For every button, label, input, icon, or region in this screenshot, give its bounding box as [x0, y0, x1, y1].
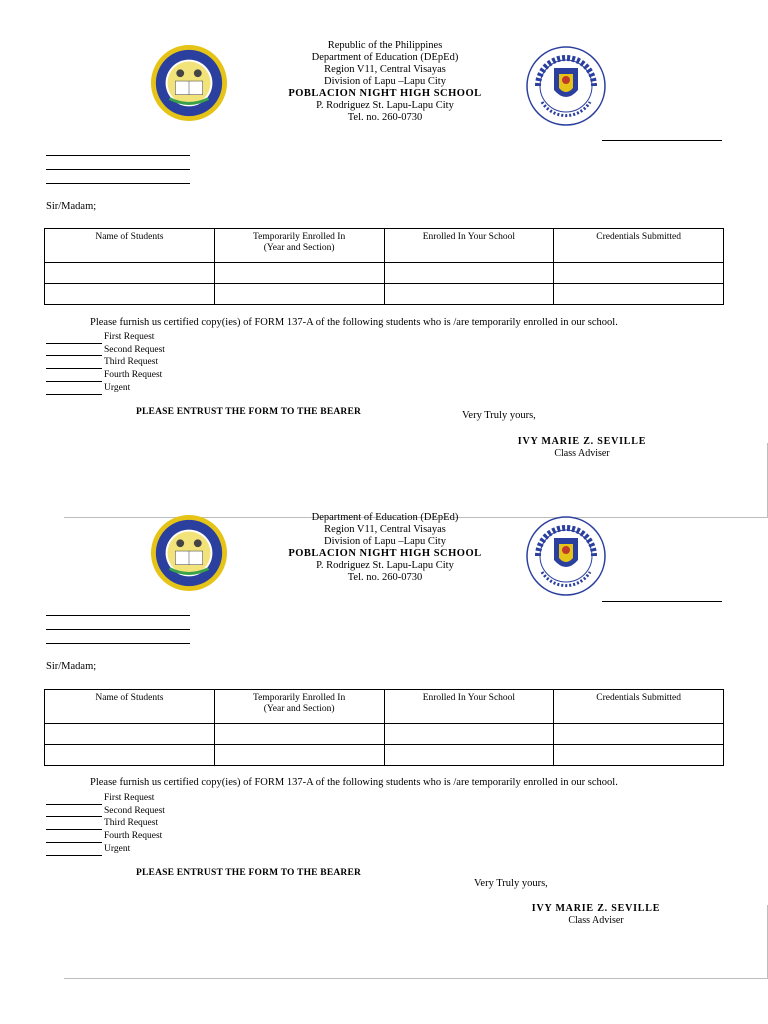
column-header: Credentials Submitted — [554, 690, 724, 724]
signer-name: IVY MARIE Z. SEVILLE — [531, 903, 661, 914]
table-cell[interactable] — [554, 263, 724, 284]
checkbox-blank[interactable] — [46, 346, 102, 356]
checkbox-blank[interactable] — [46, 334, 102, 344]
request-option: Second Request — [46, 344, 165, 357]
table-cell[interactable] — [45, 724, 215, 745]
column-header: Temporarily Enrolled In (Year and Section) — [214, 690, 384, 724]
table-cell[interactable] — [214, 284, 384, 305]
school-seal-logo — [150, 44, 228, 122]
date-line[interactable] — [602, 601, 722, 602]
table-cell[interactable] — [45, 284, 215, 305]
table-cell[interactable] — [214, 724, 384, 745]
table-cell[interactable] — [554, 724, 724, 745]
salutation: Sir/Madam; — [46, 661, 97, 672]
checkbox-blank[interactable] — [46, 820, 102, 830]
request-option: Third Request — [46, 817, 165, 830]
school-address: P. Rodriguez St. Lapu-Lapu City — [316, 560, 454, 571]
signatory — [496, 903, 696, 927]
request-option: First Request — [46, 331, 165, 344]
date-line[interactable] — [602, 140, 722, 141]
signatory — [482, 436, 682, 460]
checkbox-blank[interactable] — [46, 372, 102, 382]
column-header: Name of Students — [45, 229, 215, 263]
request-option: Fourth Request — [46, 369, 165, 382]
table-cell[interactable] — [554, 284, 724, 305]
students-table — [44, 689, 724, 766]
checkbox-blank[interactable] — [46, 833, 102, 843]
table-cell[interactable] — [214, 745, 384, 766]
request-option: First Request — [46, 792, 165, 805]
recipient-line[interactable] — [46, 155, 190, 156]
request-list — [46, 331, 165, 395]
column-header: Enrolled In Your School — [384, 229, 554, 263]
table-row — [45, 724, 724, 745]
letterhead — [230, 512, 540, 584]
table-cell[interactable] — [384, 263, 554, 284]
school-name: POBLACION NIGHT HIGH SCHOOL — [288, 548, 482, 559]
table-row — [45, 284, 724, 305]
table-row — [45, 263, 724, 284]
letterhead-line: Department of Education (DEpEd) — [311, 512, 459, 523]
request-body: Please furnish us certified copy(ies) of FORM 137-A of the following students who is /are temporarily enrolled in our school. — [90, 317, 618, 328]
signer-title: Class Adviser — [554, 448, 610, 459]
column-header: Name of Students — [45, 690, 215, 724]
table-row — [45, 745, 724, 766]
checkbox-blank[interactable] — [46, 795, 102, 805]
column-header: Credentials Submitted — [554, 229, 724, 263]
school-address: P. Rodriguez St. Lapu-Lapu City — [316, 100, 454, 111]
letterhead — [230, 40, 540, 124]
letterhead-line: Division of Lapu –Lapu City — [324, 536, 446, 547]
column-header: Enrolled In Your School — [384, 690, 554, 724]
school-name: POBLACION NIGHT HIGH SCHOOL — [288, 88, 482, 99]
students-table — [44, 228, 724, 305]
signer-title: Class Adviser — [568, 915, 624, 926]
recipient-line[interactable] — [46, 615, 190, 616]
request-option: Second Request — [46, 805, 165, 818]
letterhead-line: Region V11, Central Visayas — [324, 524, 446, 535]
table-cell[interactable] — [45, 263, 215, 284]
letterhead-line: Republic of the Philippines — [327, 40, 443, 51]
closing-line: Very Truly yours, — [474, 878, 548, 889]
table-cell[interactable] — [554, 745, 724, 766]
request-list — [46, 792, 165, 856]
closing-line: Very Truly yours, — [462, 410, 536, 421]
entrust-notice: PLEASE ENTRUST THE FORM TO THE BEARER — [136, 407, 362, 417]
school-telephone: Tel. no. 260-0730 — [347, 572, 423, 583]
request-option: Third Request — [46, 356, 165, 369]
school-seal-logo — [150, 514, 228, 592]
request-body: Please furnish us certified copy(ies) of FORM 137-A of the following students who is /are temporarily enrolled in our school. — [90, 777, 618, 788]
recipient-line[interactable] — [46, 643, 190, 644]
signer-name: IVY MARIE Z. SEVILLE — [517, 436, 647, 447]
request-option: Urgent — [46, 843, 165, 856]
request-form-2 — [0, 460, 768, 1024]
recipient-line[interactable] — [46, 169, 190, 170]
letterhead-line: Region V11, Central Visayas — [324, 64, 446, 75]
table-header-row — [45, 229, 724, 263]
table-cell[interactable] — [384, 745, 554, 766]
checkbox-blank[interactable] — [46, 359, 102, 369]
request-option: Fourth Request — [46, 830, 165, 843]
table-cell[interactable] — [384, 284, 554, 305]
checkbox-blank[interactable] — [46, 846, 102, 856]
letterhead-line: Department of Education (DEpEd) — [311, 52, 459, 63]
letterhead-line: Division of Lapu –Lapu City — [324, 76, 446, 87]
school-telephone: Tel. no. 260-0730 — [347, 112, 423, 123]
checkbox-blank[interactable] — [46, 385, 102, 395]
salutation: Sir/Madam; — [46, 201, 97, 212]
entrust-notice: PLEASE ENTRUST THE FORM TO THE BEARER — [136, 868, 362, 878]
table-cell[interactable] — [384, 724, 554, 745]
table-header-row — [45, 690, 724, 724]
checkbox-blank[interactable] — [46, 807, 102, 817]
request-option: Urgent — [46, 382, 165, 395]
column-header: Temporarily Enrolled In (Year and Section) — [214, 229, 384, 263]
page-divider — [64, 978, 768, 979]
recipient-line[interactable] — [46, 629, 190, 630]
table-cell[interactable] — [214, 263, 384, 284]
table-cell[interactable] — [45, 745, 215, 766]
recipient-line[interactable] — [46, 183, 190, 184]
